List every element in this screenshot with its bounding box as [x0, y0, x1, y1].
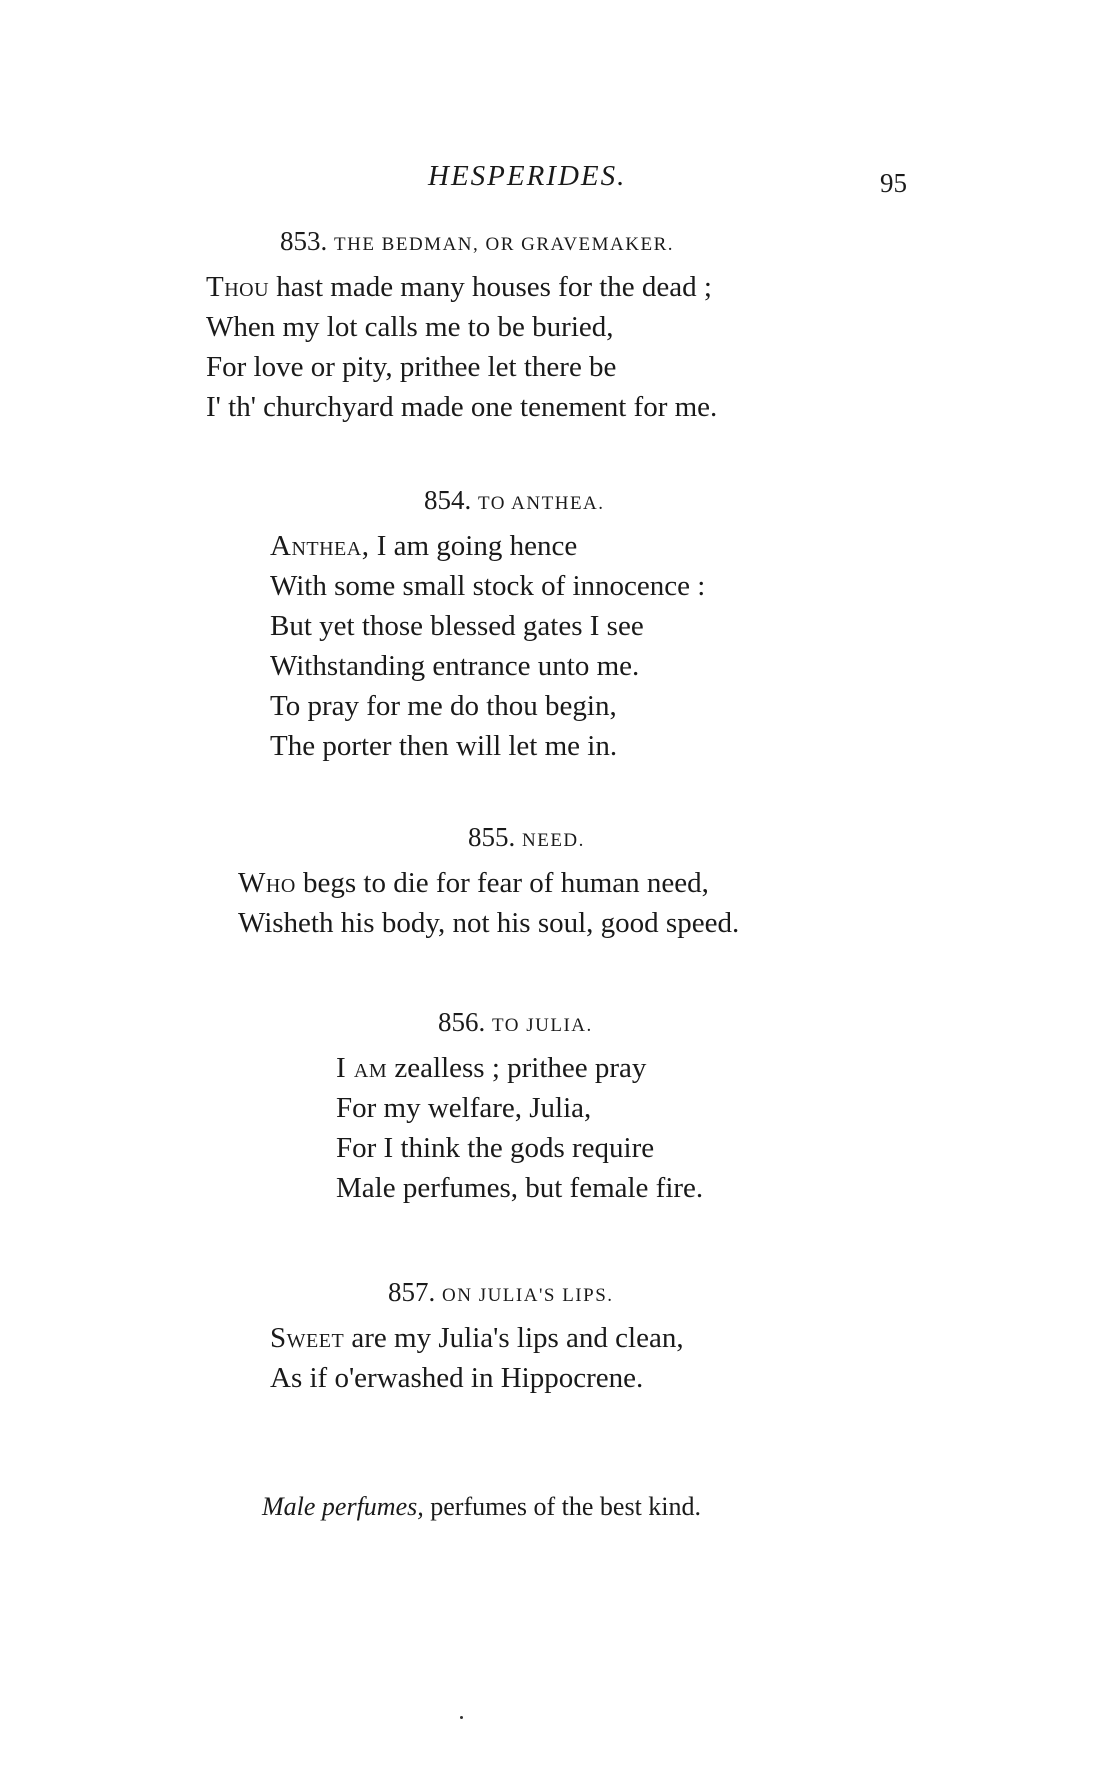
footnote-term: Male perfumes, [262, 1492, 424, 1521]
poem-title [388, 1277, 684, 1308]
first-word: Sweet [270, 1322, 345, 1354]
poem-line: Withstanding entrance unto me. [270, 650, 640, 682]
poem-line: For I think the gods require [336, 1132, 655, 1164]
first-word: I am [336, 1052, 388, 1084]
running-title: HESPERIDES. [428, 160, 627, 192]
page-speck [460, 1716, 463, 1719]
footnote [262, 1492, 701, 1522]
first-word: Who [238, 867, 296, 899]
poem-line: But yet those blessed gates I see [270, 610, 644, 642]
poem-line [270, 1318, 684, 1358]
first-word: Thou [206, 271, 270, 303]
running-head [0, 160, 1102, 200]
poem-line: When my lot calls me to be buried, [206, 311, 614, 343]
poem-853 [206, 226, 717, 427]
line-text: hast made many houses for the dead ; [269, 271, 712, 303]
poem-title-text: THE BEDMAN, OR GRAVEMAKER. [334, 234, 675, 255]
poem-number: 856. [438, 1007, 486, 1037]
poem-number: 853. [280, 226, 328, 256]
first-word: Anthea, [270, 530, 370, 562]
line-text: zealless ; prithee pray [387, 1052, 647, 1084]
poem-title-text: ON JULIA'S LIPS. [442, 1285, 614, 1306]
page-number: 95 [880, 168, 907, 198]
poem-line [336, 1048, 703, 1088]
footnote-text: perfumes of the best kind. [423, 1492, 702, 1521]
line-text: are my Julia's lips and clean, [344, 1322, 684, 1354]
poem-line: As if o'erwashed in Hippocrene. [270, 1362, 644, 1394]
poem-title [424, 485, 705, 516]
poem-line [206, 267, 717, 307]
line-text: I am going hence [369, 530, 578, 562]
poem-line: I' th' churchyard made one tenement for me. [206, 391, 718, 423]
poem-855 [238, 822, 739, 943]
poem-title-text: TO JULIA. [492, 1015, 593, 1036]
poem-number: 857. [388, 1277, 436, 1307]
poem-line: With some small stock of innocence : [270, 570, 706, 602]
poem-857 [270, 1277, 684, 1398]
poem-number: 855. [468, 822, 516, 852]
poem-856 [336, 1007, 703, 1208]
poem-title-text: TO ANTHEA. [478, 493, 605, 514]
poem-line: For love or pity, prithee let there be [206, 351, 617, 383]
poem-title [438, 1007, 703, 1038]
poem-title-text: NEED. [522, 830, 585, 851]
poem-line: For my welfare, Julia, [336, 1092, 592, 1124]
poem-title [280, 226, 717, 257]
poem-line: The porter then will let me in. [270, 730, 618, 762]
poem-line [238, 863, 739, 903]
poem-line [270, 526, 705, 566]
poem-line: Wisheth his body, not his soul, good speed. [238, 907, 740, 939]
poem-854 [270, 485, 705, 766]
poem-title [468, 822, 739, 853]
poem-line: Male perfumes, but female fire. [336, 1172, 704, 1204]
poem-line: To pray for me do thou begin, [270, 690, 617, 722]
poem-number: 854. [424, 485, 472, 515]
line-text: begs to die for fear of human need, [295, 867, 709, 899]
